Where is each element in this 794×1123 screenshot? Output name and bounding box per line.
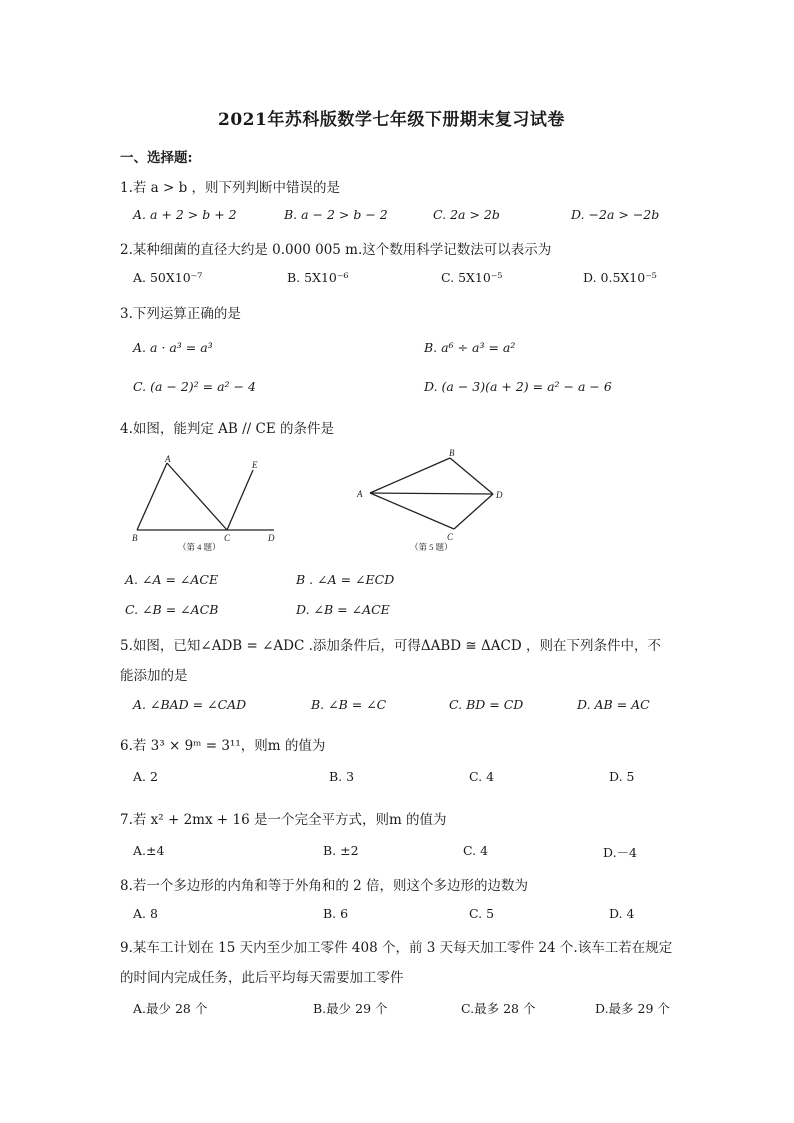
page-title: 2021年苏科版数学七年级下册期末复习试卷 xyxy=(218,110,565,130)
question-5-option-b: B. ∠B = ∠C xyxy=(311,697,387,712)
question-8-option-a: A. 8 xyxy=(133,906,158,921)
fig4-segment-ba xyxy=(137,463,167,530)
question-1-option-c: C. 2a > 2b xyxy=(433,207,500,222)
question-5-option-c: C. BD = CD xyxy=(449,697,524,712)
question-2-option-b: B. 5X10⁻⁶ xyxy=(287,270,349,285)
question-5-option-a: A. ∠BAD = ∠CAD xyxy=(133,697,247,712)
question-9-stem-line-1: 9.某车工计划在 15 天内至少加工零件 408 个，前 3 天每天加工零件 24 个.该车工若在规定 xyxy=(120,940,673,956)
question-8-option-d: D. 4 xyxy=(609,906,635,921)
question-1-stem: 1.若 a > b ，则下列判断中错误的是 xyxy=(120,180,341,196)
question-4-option-c: C. ∠B = ∠ACB xyxy=(125,602,219,617)
question-3-option-a: A. a · a³ = a³ xyxy=(133,340,213,355)
question-4-option-b: B . ∠A = ∠ECD xyxy=(296,572,395,587)
question-4-option-d: D. ∠B = ∠ACE xyxy=(296,602,390,617)
question-7-stem: 7.若 x² + 2mx + 16 是一个完全平方式，则m 的值为 xyxy=(120,812,447,828)
question-7-option-c: C. 4 xyxy=(463,843,489,858)
fig5-label-c: C xyxy=(447,532,454,542)
fig4-segment-ce xyxy=(227,470,253,530)
question-1-option-b: B. a − 2 > b − 2 xyxy=(284,207,388,222)
question-3-stem: 3.下列运算正确的是 xyxy=(120,306,241,322)
question-8-option-c: C. 5 xyxy=(469,906,495,921)
question-6-option-a: A. 2 xyxy=(133,769,158,784)
fig5-label-d: D xyxy=(496,490,503,500)
question-4-option-a: A. ∠A = ∠ACE xyxy=(125,572,219,587)
fig5-segment-ad xyxy=(370,493,493,494)
question-3-option-b: B. a⁶ ÷ a³ = a² xyxy=(424,340,516,355)
fig4-caption: （第 4 题） xyxy=(178,542,221,552)
question-9-option-a: A.最少 28 个 xyxy=(133,1001,208,1016)
question-2-stem: 2.某种细菌的直径大约是 0.000 005 m.这个数用科学记数法可以表示为 xyxy=(120,242,552,258)
question-9-option-d: D.最多 29 个 xyxy=(595,1001,670,1016)
fig4-label-d: D xyxy=(268,533,275,543)
question-9-stem-line-2: 的时间内完成任务，此后平均每天需要加工零件 xyxy=(120,970,404,986)
fig4-label-a: A xyxy=(165,454,171,464)
question-6-stem: 6.若 3³ × 9ᵐ = 3¹¹，则m 的值为 xyxy=(120,738,326,754)
question-5-stem-line-2: 能添加的是 xyxy=(120,668,188,684)
question-2-option-d: D. 0.5X10⁻⁵ xyxy=(583,270,657,285)
question-1-option-a: A. a + 2 > b + 2 xyxy=(133,207,237,222)
question-7-option-a: A.±4 xyxy=(133,843,165,858)
question-6-option-d: D. 5 xyxy=(609,769,635,784)
question-5-option-d: D. AB = AC xyxy=(577,697,650,712)
fig5-segment-dc xyxy=(454,494,493,529)
question-6-option-c: C. 4 xyxy=(469,769,495,784)
question-3-option-c: C. (a − 2)² = a² − 4 xyxy=(133,379,256,394)
figure-question-5 xyxy=(350,445,520,555)
question-6-option-b: B. 3 xyxy=(329,769,355,784)
question-4-stem: 4.如图，能判定 AB // CE 的条件是 xyxy=(120,421,334,437)
question-2-option-c: C. 5X10⁻⁵ xyxy=(441,270,503,285)
fig5-segment-ab xyxy=(370,458,450,493)
question-5-stem-line-1: 5.如图，已知∠ADB = ∠ADC .添加条件后，可得ΔABD ≅ ΔACD ，则在下列条件中，不 xyxy=(120,638,661,654)
fig5-caption: （第 5 题） xyxy=(410,542,453,552)
figure-question-4 xyxy=(128,452,308,557)
fig4-label-b: B xyxy=(132,533,138,543)
section-heading: 一、选择题: xyxy=(120,150,193,166)
question-1-option-d: D. −2a > −2b xyxy=(571,207,660,222)
fig5-segment-ac xyxy=(370,493,454,529)
question-8-option-b: B. 6 xyxy=(323,906,349,921)
fig4-label-c: C xyxy=(224,533,231,543)
question-2-option-a: A. 50X10⁻⁷ xyxy=(133,270,203,285)
fig5-label-a: A xyxy=(357,489,363,499)
fig5-segment-bd xyxy=(450,458,493,494)
question-9-option-c: C.最多 28 个 xyxy=(461,1001,536,1016)
fig4-segment-ac xyxy=(167,463,227,530)
question-9-option-b: B.最少 29 个 xyxy=(313,1001,388,1016)
question-3-option-d: D. (a − 3)(a + 2) = a² − a − 6 xyxy=(424,379,612,394)
question-7-option-b: B. ±2 xyxy=(323,843,359,858)
question-7-option-d: D.－4 xyxy=(603,845,638,860)
fig4-label-e: E xyxy=(252,460,258,470)
fig5-label-b: B xyxy=(449,448,455,458)
question-8-stem: 8.若一个多边形的内角和等于外角和的 2 倍，则这个多边形的边数为 xyxy=(120,878,529,894)
